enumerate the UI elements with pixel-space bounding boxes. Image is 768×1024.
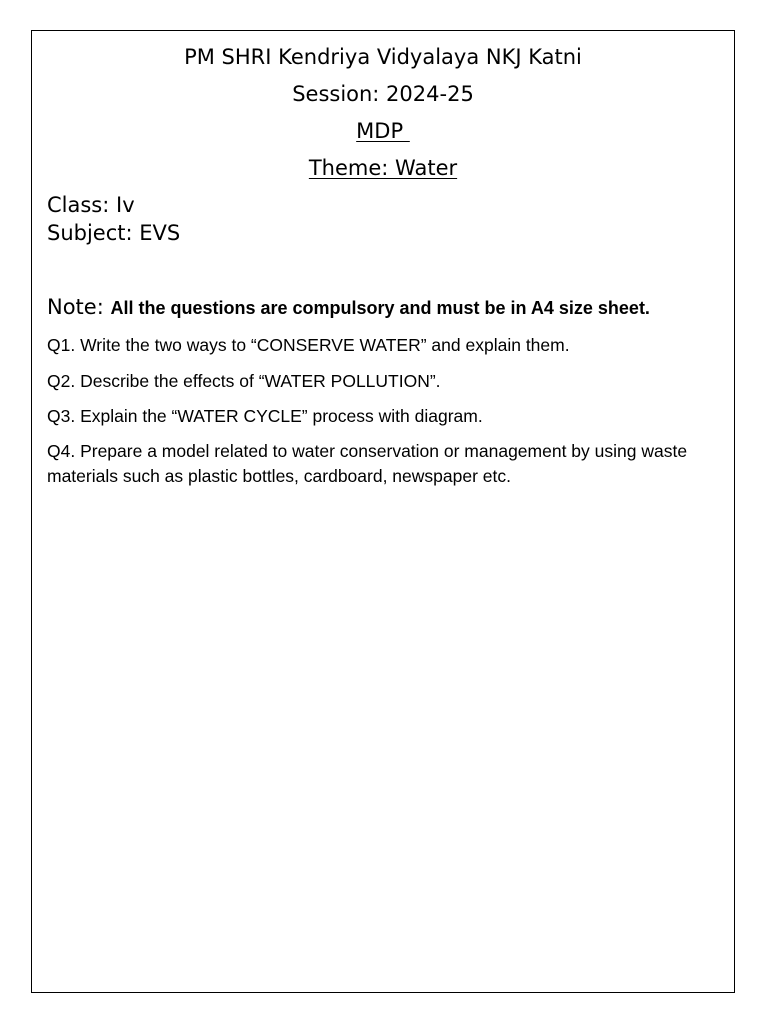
question-2: Q2. Describe the effects of “WATER POLLUTION”. bbox=[47, 371, 441, 391]
theme-title bbox=[32, 155, 734, 181]
assignment-page bbox=[31, 30, 735, 993]
program-title-text: MDP bbox=[356, 119, 410, 143]
question-3: Q3. Explain the “WATER CYCLE” process with diagram. bbox=[47, 406, 483, 426]
note-text: All the questions are compulsory and must be in A4 size sheet. bbox=[110, 298, 650, 318]
note-line bbox=[47, 295, 650, 319]
note-label: Note: bbox=[47, 295, 111, 319]
subject-line: Subject: EVS bbox=[47, 221, 181, 245]
program-title bbox=[32, 118, 734, 144]
theme-title-text: Theme: Water bbox=[308, 156, 458, 180]
question-4: Q4. Prepare a model related to water conservation or management by using waste materials such as plastic bottles, cardboard, newspaper etc. bbox=[47, 441, 688, 486]
class-line: Class: Iv bbox=[47, 193, 135, 217]
school-name: PM SHRI Kendriya Vidyalaya NKJ Katni bbox=[184, 45, 582, 69]
session-line: Session: 2024-25 bbox=[292, 82, 474, 106]
question-1: Q1. Write the two ways to “CONSERVE WATER” and explain them. bbox=[47, 335, 570, 355]
